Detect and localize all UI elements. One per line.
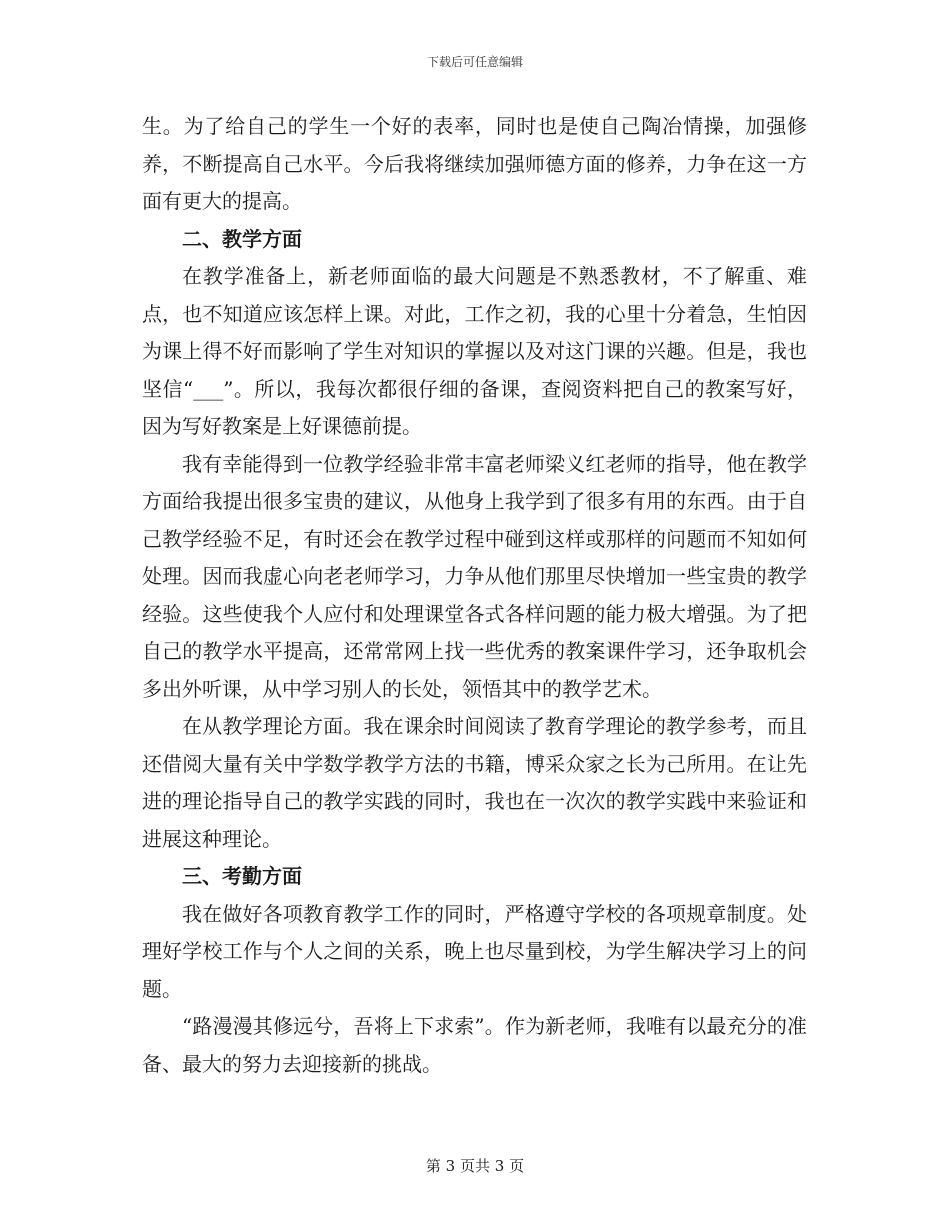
paragraph-continuation: 生。为了给自己的学生一个好的表率，同时也是使自己陶冶情操，加强修养，不断提高自己水平。今后我将继续加强师德方面的修养，力争在这一方面有更大的提高。 <box>142 114 807 213</box>
paragraph-teaching-theory: 在从教学理论方面。我在课余时间阅读了教育学理论的教学参考，而且还借阅大量有关中学数学教学方法的书籍，博采众家之长为己所用。在让先进的理论指导自己的教学实践的同时，我也在一次次的教学实践中来验证和进展这种理论。 <box>142 714 807 851</box>
document-body <box>142 108 807 1083</box>
page-footer: 第 3 页共 3 页 <box>425 1157 525 1175</box>
paragraph-lesson-preparation: 在教学准备上，新老师面临的最大问题是不熟悉教材，不了解重、难点，也不知道应该怎样上课。对此，工作之初，我的心里十分着急，生怕因为课上得不好而影响了学生对知识的掌握以及对这门课的兴趣。但是，我也坚信“___”。所以，我每次都很仔细的备课，查阅资料把自己的教案写好，因为写好教案是上好课德前提。 <box>142 264 807 438</box>
paragraph-mentor-guidance: 我有幸能得到一位教学经验非常丰富老师梁义红老师的指导，他在教学方面给我提出很多宝贵的建议，从他身上我学到了很多有用的东西。由于自己教学经验不足，有时还会在教学过程中碰到这样或那样的问题而不知如何处理。因而我虚心向老老师学习，力争从他们那里尽快增加一些宝贵的教学经验。这些使我个人应付和处理课堂各式各样问题的能力极大增强。为了把自己的教学水平提高，还常常网上找一些优秀的教案课件学习，还争取机会多出外听课，从中学习别人的长处，领悟其中的教学艺术。 <box>142 451 807 701</box>
section-heading-attendance: 三、考勤方面 <box>182 864 302 888</box>
section-heading-teaching: 二、教学方面 <box>182 226 302 251</box>
page-header: 下载后可任意编辑 <box>426 55 523 69</box>
paragraph-conclusion: “路漫漫其修远兮，吾将上下求索”。作为新老师，我唯有以最充分的准备、最大的努力去迎接新的挑战。 <box>142 1014 807 1076</box>
paragraph-attendance: 我在做好各项教育教学工作的同时，严格遵守学校的各项规章制度。处理好学校工作与个人之间的关系，晚上也尽量到校，为学生解决学习上的问题。 <box>142 901 807 1001</box>
